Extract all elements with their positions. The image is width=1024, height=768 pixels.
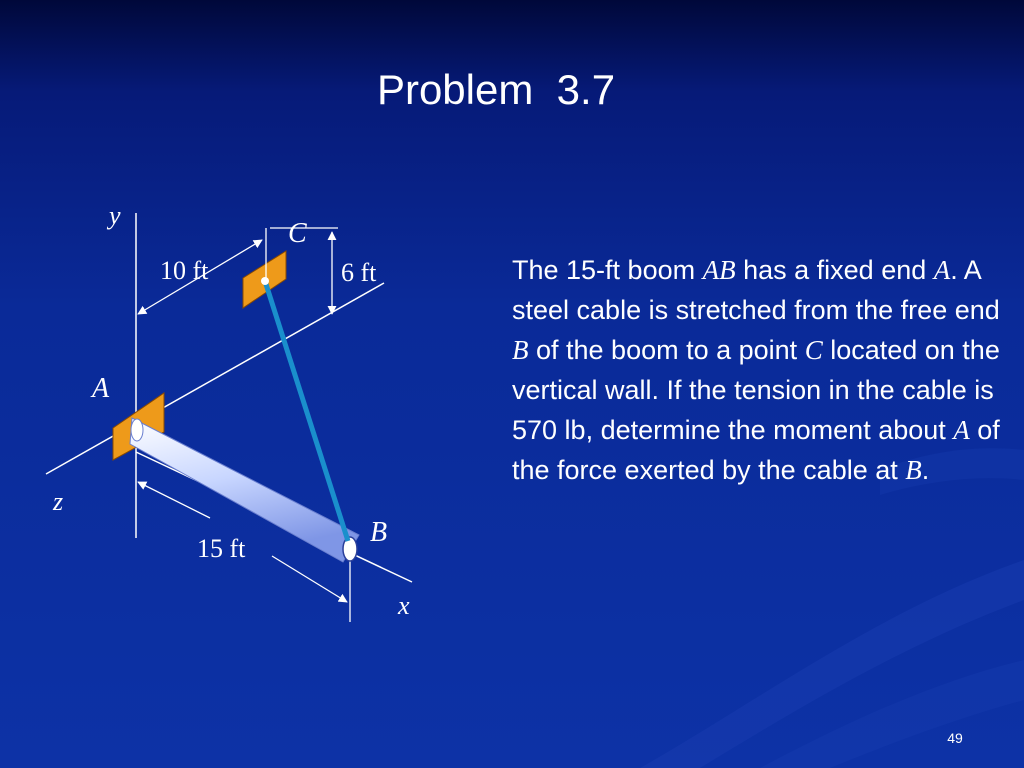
- variable-c: C: [804, 335, 823, 365]
- variable-b: B: [512, 335, 529, 365]
- variable-a: A: [953, 415, 970, 445]
- problem-text-part: The 15-ft boom: [512, 255, 703, 285]
- slide-title: Problem 3.7: [376, 66, 616, 113]
- dimension-line-15ft-lower: [272, 556, 347, 602]
- boom-end-b: [343, 537, 357, 561]
- dimension-line-15ft-upper: [138, 482, 210, 518]
- problem-text-part: .: [921, 455, 930, 485]
- problem-statement: [512, 250, 1012, 490]
- point-c-marker: [261, 277, 269, 285]
- boom-end-a: [131, 419, 143, 441]
- point-label-c: C: [288, 218, 307, 249]
- point-label-a: A: [92, 373, 110, 404]
- page-number: 49: [947, 730, 963, 746]
- problem-text-part: located on the vertical wall. If the tension in the cable is 570 lb, determine the moment about: [512, 335, 1000, 445]
- problem-text-part: of the force exerted by the cable at: [512, 415, 1000, 485]
- problem-text-part: has a fixed end: [735, 255, 934, 285]
- variable-ab: AB: [702, 255, 736, 285]
- problem-text-part: . A steel cable is stretched from the free end: [512, 255, 1000, 325]
- dimension-label-10ft: 10 ft: [160, 256, 209, 285]
- axis-label-y: y: [109, 201, 121, 230]
- problem-text-part: of the boom to a point: [528, 335, 805, 365]
- variable-b: B: [905, 455, 922, 485]
- axis-label-x: x: [398, 591, 410, 620]
- dimension-label-6ft: 6 ft: [341, 258, 377, 287]
- variable-a: A: [933, 255, 951, 285]
- point-label-b: B: [370, 517, 388, 548]
- dimension-label-15ft: 15 ft: [197, 534, 246, 563]
- axis-label-z: z: [53, 487, 64, 516]
